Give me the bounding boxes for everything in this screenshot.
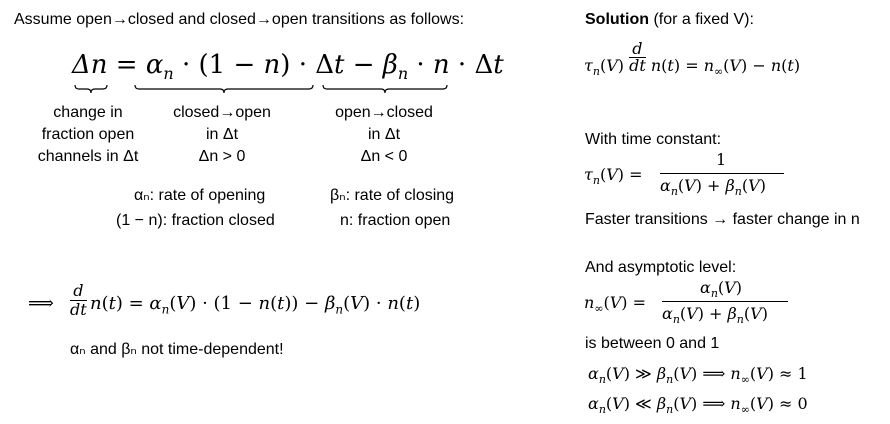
def-alpha: αₙ: rate of opening <box>134 187 266 204</box>
asymptotic-label: And asymptotic level: <box>585 259 737 276</box>
between-zero-one: is between 0 and 1 <box>585 335 720 352</box>
underbrace-open-closed <box>322 84 448 94</box>
note-not-time-dependent: αₙ and βₙ not time-dependent! <box>70 341 284 358</box>
case-alpha-much-greater: $\alpha_n(V)$ ≫ $\beta_n(V)$ ⟹ $n_\infty(V) \approx 1$ <box>588 364 808 387</box>
case-alpha-much-less: $\alpha_n(V)$ ≪ $\beta_n(V)$ ⟹ $n_\infty(V) \approx 0$ <box>588 394 808 417</box>
time-constant-label: With time constant: <box>585 131 722 148</box>
tau-equation: $\tau_n(V)$ = 1 $\alpha_n(V) + \beta_n(V)$ <box>584 150 804 200</box>
label-closed-open: closed→open in Δt Δn > 0 <box>173 104 271 165</box>
solution-equation: $\tau_n(V)$ $\frac{d}{dt}$ $n(t) = n_\infty(V) - n(t)$ <box>584 39 801 79</box>
label-change: change in fraction open channels in Δt <box>37 104 139 165</box>
underbrace-closed-open <box>134 84 314 94</box>
underbrace-change <box>74 84 108 94</box>
def-n: n: fraction open <box>340 212 451 229</box>
faster-transitions: Faster transitions → faster change in n <box>585 211 860 228</box>
intro-text: Assume open→closed and closed→open transitions as follows: <box>14 11 465 28</box>
label-open-closed: open→closed in Δt Δn < 0 <box>335 104 433 165</box>
def-beta: βₙ: rate of closing <box>330 187 455 204</box>
def-one-minus-n: (1 − n): fraction closed <box>116 212 275 229</box>
ninf-equation: $n_\infty(V)$ = $\alpha_n(V)$ $\alpha_n(V) + \beta_n(V)$ <box>584 278 814 328</box>
main-equation: $\Delta n = \alpha_n \cdot (1 - n) \cdot \Delta t - \beta_n \cdot n \cdot \Delta t$ <box>72 50 504 84</box>
solution-heading: Solution (for a fixed V): <box>585 11 754 28</box>
